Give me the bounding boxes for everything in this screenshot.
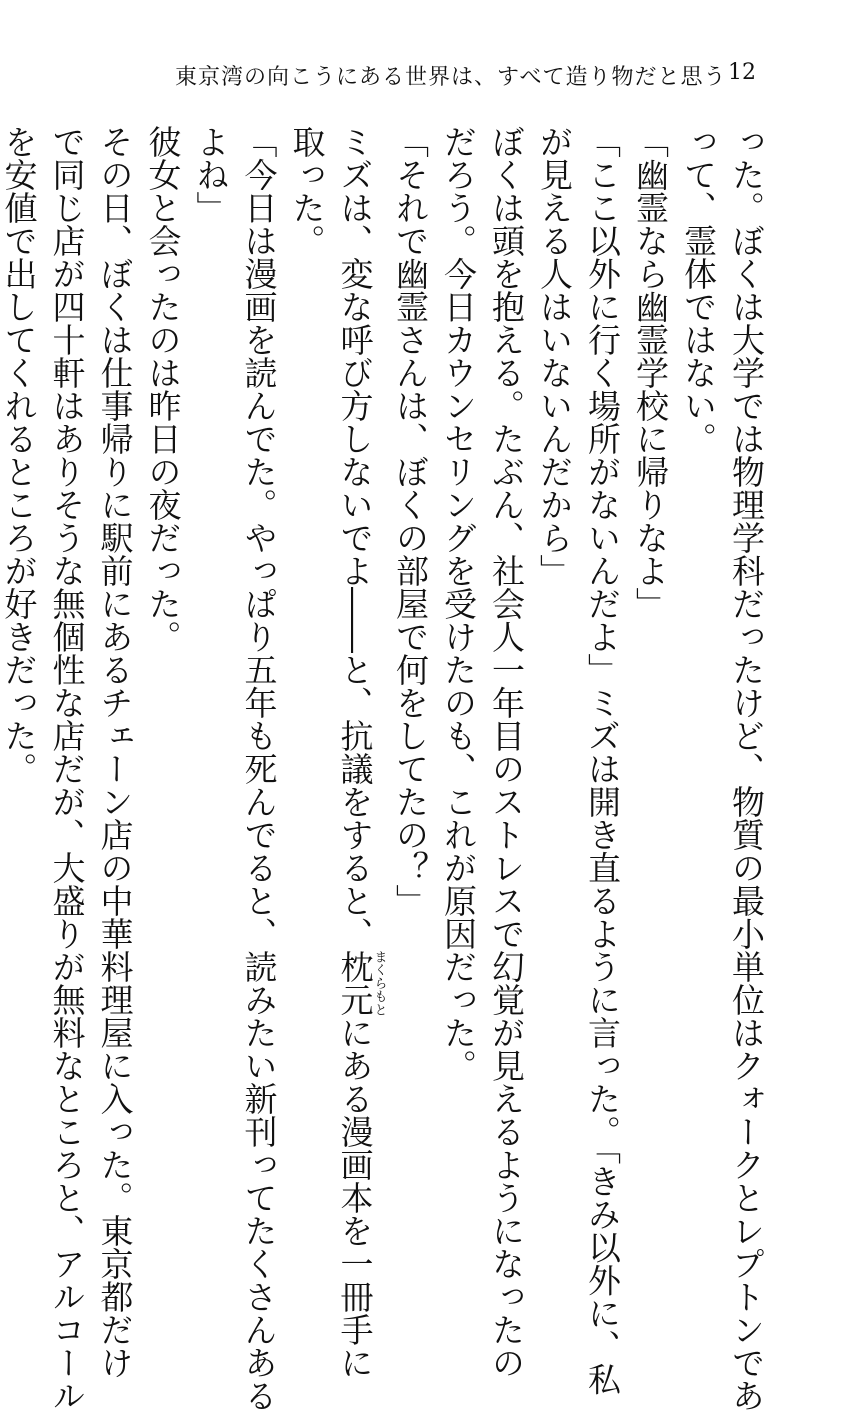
text-line: その日、ぼくは仕事帰りに駅前にあるチェーン店の中華料理屋に入った。東京都だけ: [95, 125, 135, 1379]
text-line: だろう。今日カウンセリングを受けたのも、これが原因だった。: [439, 125, 478, 1082]
text-line: 「ここ以外に行く場所がないんだよ」ミズは開き直るように言った。「きみ以外に、私: [583, 125, 622, 1396]
text-line: 取った。: [287, 125, 327, 257]
ruby-line-after: にある漫画本を一冊手に: [335, 1016, 375, 1379]
text-line: って、霊体ではない。: [679, 125, 718, 455]
ruby-word: [335, 950, 387, 1016]
text-line: ぼくは頭を抱える。たぶん、社会人一年目のストレスで幻覚が見えるようになったの: [487, 125, 526, 1379]
text-line: を安値で出してくれるところが好きだった。: [0, 125, 39, 785]
ruby-line-before: ミズは、変な呼び方しないでよ――と、抗議をすると、: [335, 125, 375, 950]
text-line: った。ぼくは大学では物理学科だったけど、物質の最小単位はクォークとレプトンであ: [727, 125, 766, 1412]
running-title: 東京湾の向こうにある世界は、すべて造り物だと思う: [175, 65, 727, 90]
text-line: 「今日は漫画を読んでた。やっぱり五年も死んでると、読みたい新刊ってたくさんある: [239, 125, 279, 1412]
vertical-body-text: [0, 125, 770, 1412]
text-line: よね」: [191, 125, 231, 224]
text-line: 「それで幽霊さんは、ぼくの部屋で何をしてたの？」: [391, 125, 430, 917]
text-line: で同じ店が四十軒はありそうな無個性な店だが、大盛りが無料なところと、アルコール: [47, 125, 87, 1412]
text-line-with-ruby: [331, 125, 387, 1379]
page-header: [0, 60, 841, 100]
text-line: 「幽霊なら幽霊学校に帰りなよ」: [631, 125, 670, 620]
text-line: 彼女と会ったのは昨日の夜だった。: [143, 125, 183, 653]
ruby-reading: まくらもと: [371, 950, 387, 1016]
ruby-base: 枕元: [335, 950, 375, 1016]
page-number: 12: [728, 60, 756, 85]
text-line: が見える人はいないんだから」: [535, 125, 574, 587]
